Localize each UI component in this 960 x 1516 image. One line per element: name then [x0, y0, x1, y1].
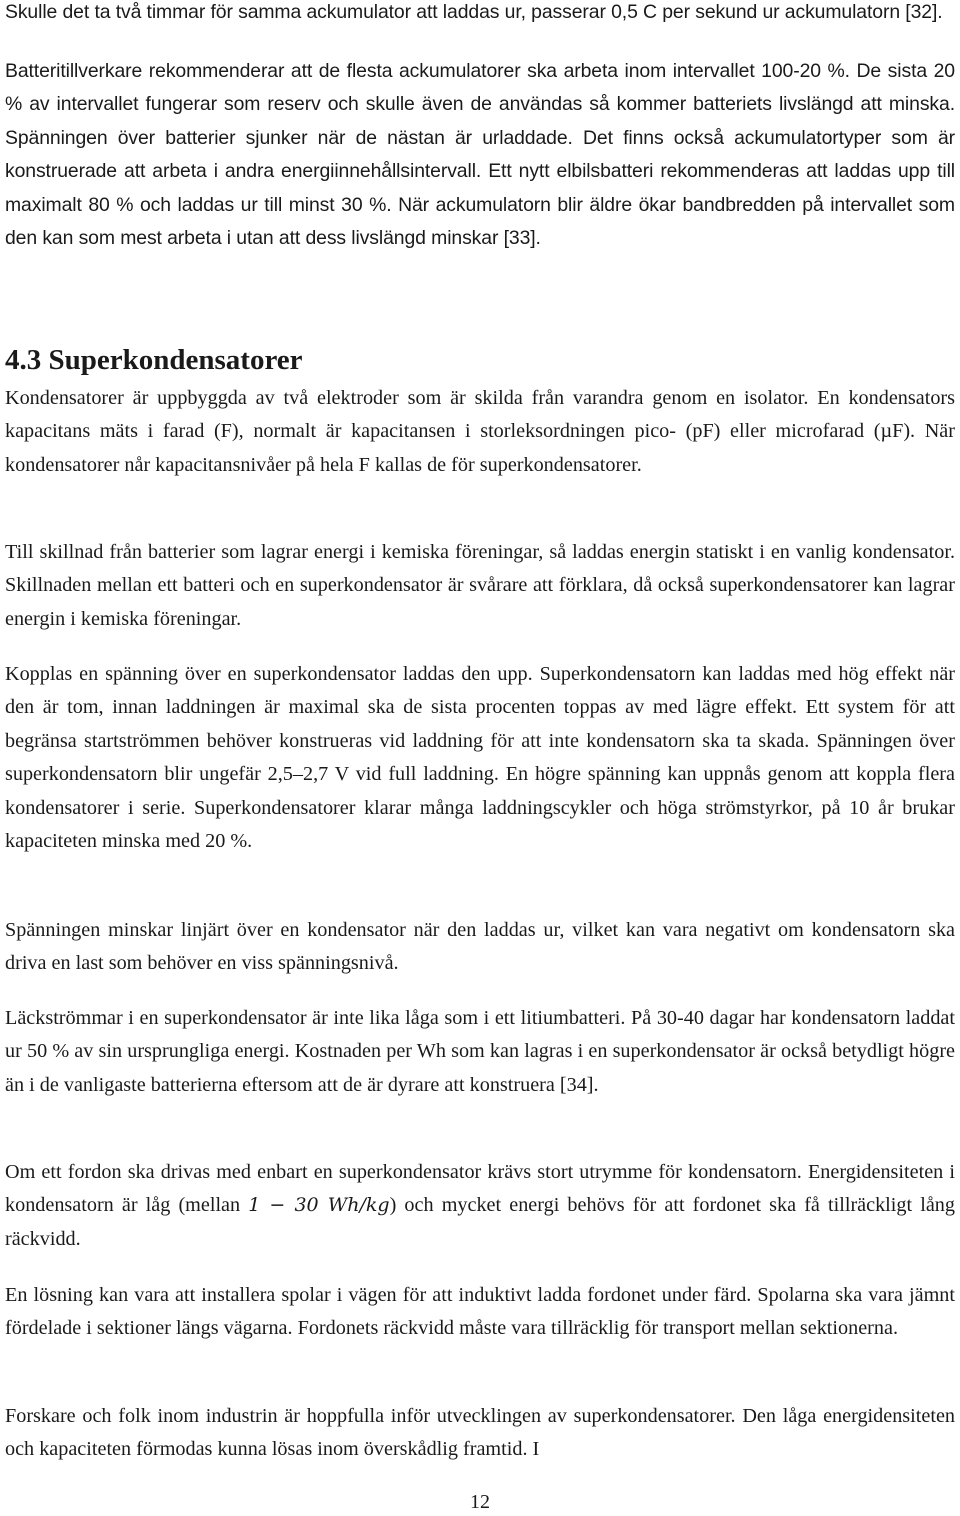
section-paragraph-4: Spänningen minskar linjärt över en kondensator när den laddas ur, vilket kan vara negativt om kondensatorn ska driva en last som behöver en viss spänningsnivå.: [5, 919, 955, 975]
section-paragraph-6: [5, 1156, 955, 1256]
section-paragraph-3: Kopplas en spänning över en superkondensator laddas den upp. Superkondensatorn kan laddas med hög effekt när den är tom, innan laddningen är maximal ska de sista procenten toppas av med lägre effekt. Ett system för att begränsa startströmmen behöver konstrueras vid laddning för att inte kondensatorn ska ta skada. Spänningen över superkondensatorn blir ungefär 2,5–2,7 V vid full laddning. En högre spänning kan uppnås genom att koppla flera kondensatorer i serie. Superkondensatorer klarar många laddningscykler och höga strömstyrkor, på 10 år brukar kapaciteten minska med 20 %.: [5, 663, 955, 853]
section-paragraph-7: En lösning kan vara att installera spolar i vägen för att induktivt ladda fordonet under färd. Spolarna ska vara jämnt fördelade i sektioner längs vägarna. Fordonets räckvidd måste vara tillräcklig för transport mellan sektionerna.: [5, 1284, 955, 1340]
section-paragraph-1: Kondensatorer är uppbyggda av två elektroder som är skilda från varandra genom en isolator. En kondensators kapacitans mäts i farad (F), normalt är kapacitansen i storleksordningen pico- (pF) eller microfarad (µF). När kondensatorer når kapacitansnivåer på hela F kallas de för superkondensatorer.: [5, 387, 955, 476]
section-heading: 4.3 Superkondensatorer: [5, 344, 303, 376]
paragraph-6-text-end: ) och mycket energi behövs för att fordonet ska få tillräckligt lång räckvidd.: [5, 1194, 955, 1250]
paragraph-6-text-start: Om ett fordon ska drivas med enbart en superkondensator krävs stort utrymme för kondensatorn. Energidensiteten i kondensatorn är låg (mellan: [5, 1161, 955, 1217]
intro-paragraph-2: Batteritillverkare rekommenderar att de flesta ackumulatorer ska arbeta inom intervallet 100-20 %. De sista 20 % av intervallet fungerar som reserv och skulle även de användas så kommer batteriets livslängd att minska. Spänningen över batterier sjunker när de nästan är urladdade. Det finns också ackumulatortyper som är konstruerade att arbeta i andra energiinnehållsintervall. Ett nytt elbilsbatteri rekommenderas att laddas upp till maximalt 80 % och laddas ur till minst 30 %. När ackumulatorn blir äldre ökar bandbredden på intervallet som den kan som mest arbeta i utan att dess livslängd minskar [33].: [5, 60, 955, 250]
section-paragraph-8: Forskare och folk inom industrin är hoppfulla inför utvecklingen av superkondensatorer. Den låga energidensiteten och kapaciteten förmodas kunna lösas inom överskådlig framtid. I: [5, 1405, 955, 1461]
section-paragraph-5: Läckströmmar i en superkondensator är inte lika låga som i ett litiumbatteri. På 30-40 dagar har kondensatorn laddat ur 50 % av sin ursprungliga energi. Kostnaden per Wh som kan lagras i en superkondensator är också betydligt högre än i de vanligaste batterierna eftersom att de är dyrare att konstruera [34].: [5, 1007, 955, 1096]
energy-density-formula: 1 − 30 Wh/kg: [248, 1194, 390, 1217]
page-number: 12: [470, 1491, 490, 1513]
intro-paragraph-1: Skulle det ta två timmar för samma ackumulator att laddas ur, passerar 0,5 C per sekund ur ackumulatorn [32].: [5, 1, 943, 23]
section-paragraph-2: Till skillnad från batterier som lagrar energi i kemiska föreningar, så laddas energin statiskt i en vanlig kondensator. Skillnaden mellan ett batteri och en superkondensator är svårare att förklara, då också superkondensatorer kan lagrar energin i kemiska föreningar.: [5, 541, 955, 630]
